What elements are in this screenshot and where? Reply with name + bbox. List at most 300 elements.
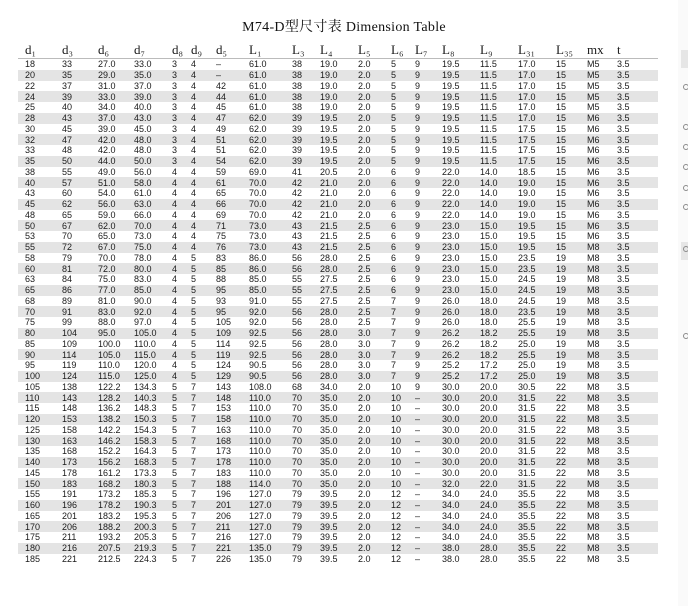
table-cell: 125.0 xyxy=(127,371,165,382)
table-cell: M8 xyxy=(580,392,610,403)
table-cell: 10 xyxy=(384,457,408,468)
table-cell: 25.2 xyxy=(442,360,460,371)
table-cell: 27.5 xyxy=(320,295,338,306)
table-cell: 22 xyxy=(556,532,567,543)
table-cell: M5 xyxy=(587,59,600,70)
table-cell: 22.0 xyxy=(435,199,473,210)
table-row xyxy=(18,253,658,264)
table-cell: 35.5 xyxy=(518,532,536,543)
table-cell: 9 xyxy=(408,156,435,167)
table-cell: 3.5 xyxy=(617,231,630,242)
table-cell: 24.0 xyxy=(480,510,498,521)
table-cell: 5 xyxy=(172,489,178,500)
table-cell: 3 xyxy=(165,156,184,167)
table-cell: 63 xyxy=(25,274,36,285)
table-cell: 85.0 xyxy=(242,285,285,296)
table-cell: 5 xyxy=(172,381,178,392)
table-cell: 62 xyxy=(55,199,91,210)
table-row xyxy=(18,543,658,554)
table-cell: 2.0 xyxy=(358,80,371,91)
table-cell: 3.5 xyxy=(617,403,630,414)
table-cell: 19.5 xyxy=(442,80,460,91)
table-cell: 5 xyxy=(165,500,184,511)
table-cell: 19.0 xyxy=(320,80,338,91)
table-cell: 19.5 xyxy=(320,145,338,156)
table-cell: 26.2 xyxy=(435,349,473,360)
table-cell: 90.5 xyxy=(249,360,267,371)
table-cell: 12 xyxy=(384,543,408,554)
table-cell: 7 xyxy=(184,457,209,468)
table-cell: 48.0 xyxy=(134,145,152,156)
table-cell: 3 xyxy=(165,113,184,124)
table-cell: 95 xyxy=(25,360,36,371)
table-cell: 6 xyxy=(391,252,397,263)
radio-icon[interactable] xyxy=(683,124,688,130)
column-header: L₆ xyxy=(384,41,408,59)
table-cell: 5 xyxy=(172,553,178,564)
table-cell: M8 xyxy=(580,435,610,446)
table-cell: 23.5 xyxy=(511,263,549,274)
radio-icon[interactable] xyxy=(683,185,688,191)
table-cell: 22 xyxy=(549,500,580,511)
table-cell: 7 xyxy=(391,317,397,328)
table-cell: M6 xyxy=(587,166,600,177)
table-cell: 70 xyxy=(292,403,303,414)
table-cell: 39 xyxy=(292,123,303,134)
table-cell: 7 xyxy=(184,521,209,532)
table-cell: 92.5 xyxy=(249,338,267,349)
table-cell: 51 xyxy=(216,145,227,156)
table-cell: 127.0 xyxy=(242,521,285,532)
table-cell: 17.5 xyxy=(518,123,536,134)
table-cell: 79 xyxy=(285,543,313,554)
table-cell: 4 xyxy=(165,242,184,253)
table-cell: 28.0 xyxy=(313,263,351,274)
table-cell: 35.0 xyxy=(320,403,338,414)
table-cell: 80 xyxy=(18,328,55,339)
table-cell: 11.5 xyxy=(480,102,497,113)
table-cell: 9 xyxy=(408,263,435,274)
table-cell: M8 xyxy=(587,338,600,349)
table-cell: 34.0 xyxy=(442,489,460,500)
table-cell: 5 xyxy=(384,156,408,167)
table-row xyxy=(18,554,658,565)
table-cell: 105.0 xyxy=(127,328,165,339)
table-cell: 4 xyxy=(184,91,209,102)
table-cell: 4 xyxy=(172,231,178,242)
table-cell: 183 xyxy=(216,467,232,478)
table-cell: 42 xyxy=(292,209,303,220)
table-cell: 24.5 xyxy=(518,274,536,285)
column-header: L₃₅ xyxy=(549,41,580,59)
radio-icon[interactable] xyxy=(683,84,688,90)
table-cell: 14.0 xyxy=(480,166,498,177)
table-cell: 35.0 xyxy=(313,457,351,468)
table-cell: 3.5 xyxy=(610,414,658,425)
table-cell: 127.0 xyxy=(249,489,272,500)
table-cell: 135.0 xyxy=(249,553,272,564)
table-cell: 35.0 xyxy=(320,424,338,435)
table-cell: 20.0 xyxy=(480,446,498,457)
table-cell: 4 xyxy=(191,209,197,220)
table-cell: 3.5 xyxy=(610,478,658,489)
table-cell: 37.0 xyxy=(91,113,127,124)
table-cell: 2.5 xyxy=(351,285,384,296)
table-cell: 47 xyxy=(209,113,242,124)
table-cell: 105 xyxy=(25,381,41,392)
table-cell: 70 xyxy=(285,392,313,403)
table-cell: 156.2 xyxy=(91,457,127,468)
table-cell: 2.0 xyxy=(351,457,384,468)
table-cell: 58 xyxy=(25,252,36,263)
table-cell: 216 xyxy=(216,532,232,543)
table-cell: 15 xyxy=(556,102,567,113)
table-cell: 4 xyxy=(172,188,178,199)
table-cell: 19.5 xyxy=(435,91,473,102)
table-cell: 70 xyxy=(292,424,303,435)
table-cell: 3.5 xyxy=(617,467,630,478)
table-cell: 12 xyxy=(391,489,402,500)
table-cell: 3 xyxy=(172,145,178,156)
table-row xyxy=(18,210,658,221)
table-cell: 219.3 xyxy=(127,543,165,554)
table-cell: 43 xyxy=(285,220,313,231)
table-cell: 158 xyxy=(209,414,242,425)
table-cell: 86.0 xyxy=(242,263,285,274)
table-cell: 3.5 xyxy=(610,392,658,403)
table-cell: 22 xyxy=(556,424,567,435)
table-cell: 24.5 xyxy=(518,295,536,306)
table-cell: 75 xyxy=(216,231,227,242)
table-cell: 39.5 xyxy=(320,489,338,500)
table-cell: – xyxy=(408,543,435,554)
table-cell: 154.3 xyxy=(134,424,157,435)
table-cell: 19 xyxy=(556,317,567,328)
table-cell: 35.0 xyxy=(313,414,351,425)
table-cell: 19 xyxy=(556,360,567,371)
table-cell: 61.0 xyxy=(249,59,267,70)
table-cell: 55 xyxy=(18,242,55,253)
table-cell: 15 xyxy=(556,123,567,134)
column-header: d₅ xyxy=(209,41,242,59)
table-cell: 196 xyxy=(55,500,91,511)
radio-icon[interactable] xyxy=(683,333,688,339)
table-cell: 30.0 xyxy=(435,392,473,403)
table-cell: M8 xyxy=(587,381,600,392)
table-cell: 3.0 xyxy=(351,328,384,339)
table-cell: 3.5 xyxy=(617,532,630,543)
table-cell: 5 xyxy=(172,424,178,435)
table-cell: 9 xyxy=(408,371,435,382)
table-cell: 19 xyxy=(549,263,580,274)
table-cell: 30.5 xyxy=(518,381,536,392)
table-cell: 20.0 xyxy=(480,424,498,435)
table-cell: 25.5 xyxy=(518,317,536,328)
table-cell: M8 xyxy=(580,521,610,532)
table-cell: 2.0 xyxy=(358,209,371,220)
table-cell: 3.5 xyxy=(610,328,658,339)
radio-icon[interactable] xyxy=(683,246,688,252)
table-cell: 39 xyxy=(285,156,313,167)
table-cell: 148 xyxy=(209,392,242,403)
table-cell: 146.2 xyxy=(91,435,127,446)
table-cell: 201 xyxy=(209,500,242,511)
table-cell: 70 xyxy=(285,435,313,446)
table-cell: 31.5 xyxy=(518,467,536,478)
table-cell: 4 xyxy=(191,231,197,242)
table-cell: 6 xyxy=(384,199,408,210)
table-cell: 2.0 xyxy=(351,521,384,532)
table-cell: – xyxy=(408,521,435,532)
table-cell: 86.0 xyxy=(249,252,267,263)
table-cell: 61.0 xyxy=(242,91,285,102)
table-cell: 3.5 xyxy=(617,360,630,371)
table-cell: 92.0 xyxy=(249,317,267,328)
table-cell: 2.5 xyxy=(358,295,371,306)
table-cell: 3.5 xyxy=(617,510,630,521)
table-cell: 19.0 xyxy=(518,188,536,199)
table-cell: 2.0 xyxy=(351,500,384,511)
table-cell: 14.0 xyxy=(473,177,511,188)
table-cell: 110.0 xyxy=(242,435,285,446)
table-cell: 9 xyxy=(415,209,421,220)
table-cell: 3.5 xyxy=(610,349,658,360)
table-cell: – xyxy=(209,70,242,81)
table-cell: 18.0 xyxy=(480,317,498,328)
table-cell: 5 xyxy=(391,123,397,134)
table-cell: M6 xyxy=(580,220,610,231)
table-cell: 4 xyxy=(165,177,184,188)
table-cell: 90.0 xyxy=(134,295,152,306)
table-cell: 4 xyxy=(172,360,178,371)
table-cell: 19.5 xyxy=(442,145,460,156)
table-cell: 15 xyxy=(556,166,567,177)
table-cell: 73.0 xyxy=(242,242,285,253)
column-header: L₁ xyxy=(242,41,285,59)
table-cell: 115.0 xyxy=(127,349,165,360)
table-cell: – xyxy=(415,489,421,500)
table-cell: 10 xyxy=(384,392,408,403)
table-cell: 63.0 xyxy=(127,199,165,210)
table-row xyxy=(18,285,658,296)
table-cell: 221 xyxy=(209,543,242,554)
table-cell: 110.0 xyxy=(134,338,156,349)
radio-icon[interactable] xyxy=(683,204,688,210)
table-cell: 51 xyxy=(209,134,242,145)
table-cell: 49.0 xyxy=(98,166,116,177)
radio-icon[interactable] xyxy=(683,144,688,150)
table-cell: – xyxy=(415,424,421,435)
table-cell: 10 xyxy=(391,381,402,392)
table-cell: 23.0 xyxy=(442,252,460,263)
table-cell: 38.0 xyxy=(442,553,460,564)
table-cell: 127.0 xyxy=(242,500,285,511)
table-cell: – xyxy=(408,392,435,403)
table-cell: 124 xyxy=(55,371,91,382)
table-cell: 4 xyxy=(165,349,184,360)
table-cell: 155 xyxy=(25,489,41,500)
table-cell: 3.5 xyxy=(610,199,658,210)
table-cell: 125 xyxy=(25,424,41,435)
table-cell: 2.0 xyxy=(358,188,371,199)
table-cell: 163 xyxy=(55,435,91,446)
table-cell: 65 xyxy=(62,209,73,220)
table-cell: 2.5 xyxy=(358,231,371,242)
table-row xyxy=(18,59,658,70)
table-cell: 35.5 xyxy=(511,521,549,532)
table-cell: 25.0 xyxy=(511,371,549,382)
table-cell: 7 xyxy=(191,467,197,478)
table-cell: 9 xyxy=(408,70,435,81)
table-row xyxy=(18,425,658,436)
table-cell: M6 xyxy=(580,156,610,167)
table-cell: 68 xyxy=(25,295,36,306)
radio-icon[interactable] xyxy=(683,164,688,170)
table-cell: 15 xyxy=(549,134,580,145)
table-cell: 100 xyxy=(18,371,55,382)
table-cell: 31.5 xyxy=(511,478,549,489)
table-cell: 35.0 xyxy=(127,70,165,81)
table-cell: 20.0 xyxy=(473,457,511,468)
table-cell: 7 xyxy=(184,392,209,403)
table-cell: 43 xyxy=(55,113,91,124)
table-cell: 70.0 xyxy=(249,188,267,199)
table-cell: 4 xyxy=(184,220,209,231)
table-cell: M8 xyxy=(580,242,610,253)
table-cell: 15 xyxy=(549,220,580,231)
table-cell: 180.3 xyxy=(127,478,165,489)
sidebar-panel-block xyxy=(681,50,688,68)
table-cell: 3.5 xyxy=(617,317,630,328)
table-cell: M8 xyxy=(587,446,600,457)
table-cell: 19.5 xyxy=(313,134,351,145)
table-cell: 22 xyxy=(25,80,36,91)
table-cell: 19.5 xyxy=(435,70,473,81)
table-cell: M8 xyxy=(587,252,600,263)
table-row xyxy=(18,328,658,339)
table-cell: 7 xyxy=(191,532,197,543)
table-cell: 42 xyxy=(285,199,313,210)
table-cell: 26.2 xyxy=(442,338,460,349)
table-cell: 191 xyxy=(62,489,78,500)
table-cell: 205.3 xyxy=(134,532,157,543)
table-cell: 11.5 xyxy=(480,59,497,70)
table-cell: 20.5 xyxy=(320,166,338,177)
table-cell: 19.5 xyxy=(442,123,460,134)
table-cell: 3.5 xyxy=(610,70,658,81)
table-cell: 195.3 xyxy=(134,510,157,521)
table-cell: 190.3 xyxy=(127,500,165,511)
table-cell: 30.0 xyxy=(442,467,460,478)
table-cell: 92.5 xyxy=(242,349,285,360)
table-cell: 18.0 xyxy=(480,295,498,306)
table-cell: 2.0 xyxy=(351,156,384,167)
table-cell: 18.2 xyxy=(473,328,511,339)
table-cell: 4 xyxy=(165,371,184,382)
table-cell: M8 xyxy=(587,274,600,285)
table-cell: 70.0 xyxy=(249,209,267,220)
table-cell: 211 xyxy=(62,532,77,543)
table-cell: 15.0 xyxy=(473,220,511,231)
table-cell: 21.5 xyxy=(313,220,351,231)
table-cell: 178 xyxy=(209,457,242,468)
table-row xyxy=(18,532,658,543)
table-cell: 42 xyxy=(292,188,303,199)
table-cell: 3 xyxy=(172,59,178,70)
table-cell: 26.0 xyxy=(442,317,460,328)
table-cell: 83.0 xyxy=(91,306,127,317)
table-cell: 79 xyxy=(292,553,303,564)
table-cell: 34.0 xyxy=(320,381,338,392)
table-cell: 15 xyxy=(549,113,580,124)
table-cell: 58.0 xyxy=(127,177,165,188)
table-cell: 47 xyxy=(55,134,91,145)
table-cell: 22.0 xyxy=(435,177,473,188)
table-cell: 115 xyxy=(25,403,40,414)
table-cell: 70 xyxy=(285,414,313,425)
table-cell: – xyxy=(408,500,435,511)
table-cell: 65 xyxy=(18,285,55,296)
table-cell: 15 xyxy=(556,188,567,199)
table-cell: 19.5 xyxy=(313,156,351,167)
table-cell: 15 xyxy=(556,59,567,70)
table-cell: 67 xyxy=(55,220,91,231)
table-row xyxy=(18,231,658,242)
table-row xyxy=(18,478,658,489)
table-cell: 14.0 xyxy=(473,199,511,210)
table-cell: 48.0 xyxy=(127,134,165,145)
table-cell: 38 xyxy=(285,70,313,81)
table-cell: 5 xyxy=(165,435,184,446)
table-cell: 4 xyxy=(191,145,197,156)
table-cell: 76 xyxy=(209,242,242,253)
table-row xyxy=(18,457,658,468)
table-cell: 19.5 xyxy=(435,113,473,124)
table-cell: 105 xyxy=(216,317,232,328)
table-cell: 56 xyxy=(292,338,303,349)
table-cell: 7 xyxy=(391,338,397,349)
table-cell: 44 xyxy=(209,91,242,102)
table-cell: 23.0 xyxy=(435,242,473,253)
table-cell: 90.5 xyxy=(242,371,285,382)
table-cell: 188.2 xyxy=(91,521,127,532)
table-cell: 61.0 xyxy=(242,70,285,81)
table-row xyxy=(18,124,658,135)
table-cell: 28.0 xyxy=(473,543,511,554)
table-cell: 4 xyxy=(172,274,178,285)
table-cell: 5 xyxy=(184,349,209,360)
table-cell: 70.0 xyxy=(98,252,116,263)
table-cell: 70 xyxy=(292,446,303,457)
table-cell: 6 xyxy=(384,220,408,231)
table-cell: 18.5 xyxy=(518,166,536,177)
table-cell: 65.0 xyxy=(98,231,116,242)
table-cell: 54.0 xyxy=(98,188,116,199)
table-cell: 110 xyxy=(18,392,55,403)
table-cell: M8 xyxy=(587,317,600,328)
table-cell: 11.5 xyxy=(480,123,497,134)
table-cell: 27.0 xyxy=(98,59,116,70)
table-cell: 25 xyxy=(25,102,36,113)
table-cell: 11.5 xyxy=(480,80,497,91)
table-cell: 12 xyxy=(391,532,402,543)
table-cell: 148.3 xyxy=(134,403,157,414)
table-cell: 39 xyxy=(285,134,313,145)
table-cell: 150.3 xyxy=(127,414,165,425)
table-cell: 79 xyxy=(292,532,303,543)
table-cell: 56.0 xyxy=(91,199,127,210)
table-cell: 57 xyxy=(55,177,91,188)
